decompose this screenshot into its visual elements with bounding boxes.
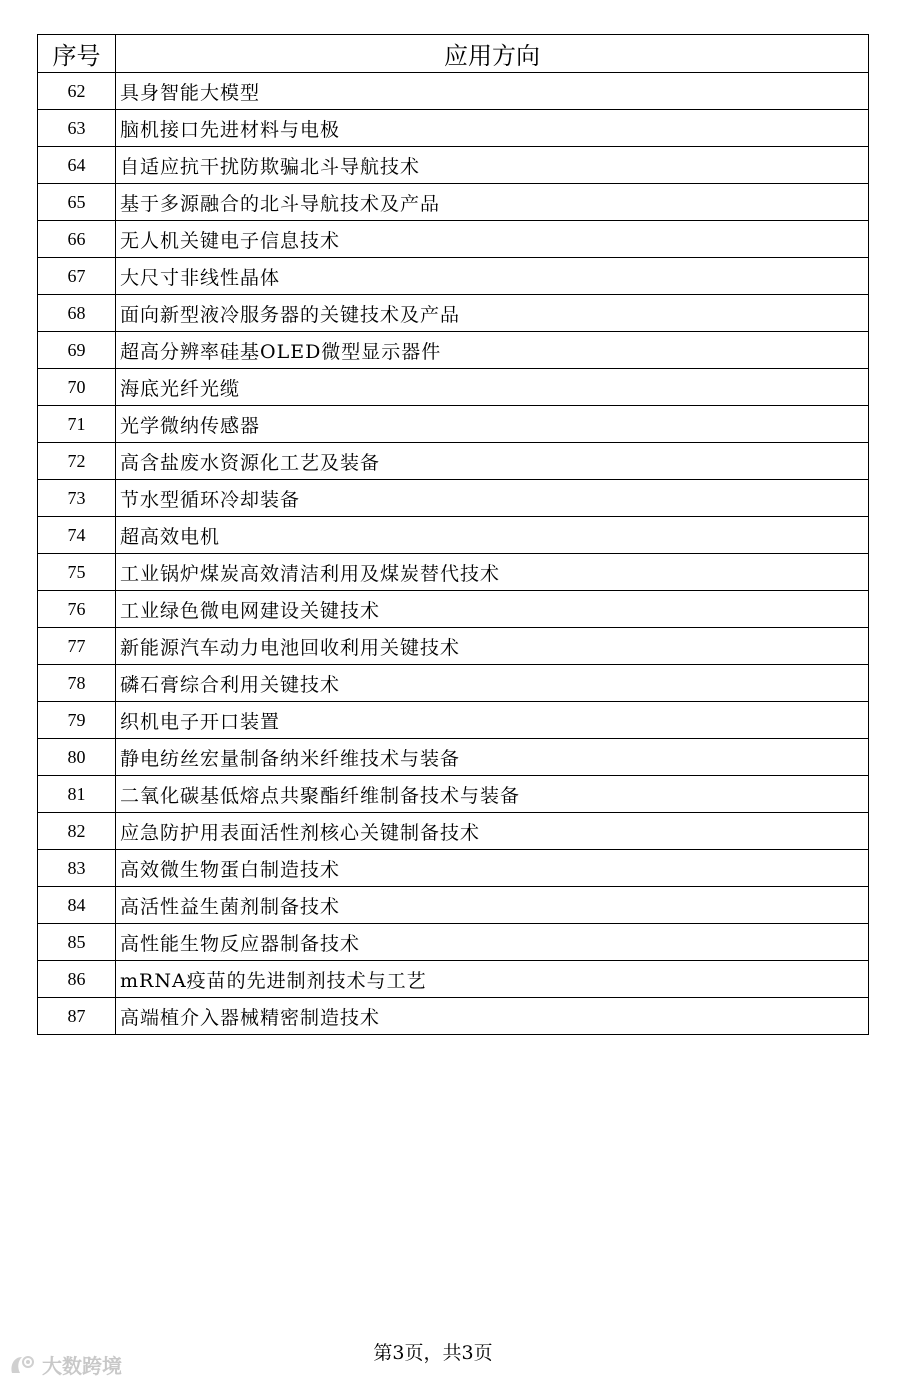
row-direction: 自适应抗干扰防欺骗北斗导航技术 bbox=[116, 147, 869, 184]
row-direction: 基于多源融合的北斗导航技术及产品 bbox=[116, 184, 869, 221]
row-number: 84 bbox=[38, 887, 116, 924]
table-row bbox=[38, 110, 869, 147]
table-row bbox=[38, 813, 869, 850]
table-row bbox=[38, 221, 869, 258]
table-row bbox=[38, 702, 869, 739]
row-number: 76 bbox=[38, 591, 116, 628]
row-direction: mRNA疫苗的先进制剂技术与工艺 bbox=[116, 961, 869, 998]
row-number: 62 bbox=[38, 73, 116, 110]
row-direction: 静电纺丝宏量制备纳米纤维技术与装备 bbox=[116, 739, 869, 776]
row-direction: 面向新型液冷服务器的关键技术及产品 bbox=[116, 295, 869, 332]
table-row bbox=[38, 665, 869, 702]
row-number: 71 bbox=[38, 406, 116, 443]
table-row bbox=[38, 554, 869, 591]
watermark bbox=[8, 1350, 122, 1379]
table-row bbox=[38, 591, 869, 628]
table-body bbox=[38, 73, 869, 1035]
table-row bbox=[38, 776, 869, 813]
row-number: 81 bbox=[38, 776, 116, 813]
row-number: 63 bbox=[38, 110, 116, 147]
row-direction: 新能源汽车动力电池回收利用关键技术 bbox=[116, 628, 869, 665]
row-direction: 节水型循环冷却装备 bbox=[116, 480, 869, 517]
row-number: 82 bbox=[38, 813, 116, 850]
table-row bbox=[38, 258, 869, 295]
row-direction: 光学微纳传感器 bbox=[116, 406, 869, 443]
row-direction: 超高效电机 bbox=[116, 517, 869, 554]
table-row bbox=[38, 998, 869, 1035]
table-row bbox=[38, 73, 869, 110]
row-number: 78 bbox=[38, 665, 116, 702]
table-row bbox=[38, 739, 869, 776]
row-direction: 工业绿色微电网建设关键技术 bbox=[116, 591, 869, 628]
row-number: 65 bbox=[38, 184, 116, 221]
table-row bbox=[38, 961, 869, 998]
row-direction: 无人机关键电子信息技术 bbox=[116, 221, 869, 258]
row-direction: 高活性益生菌剂制备技术 bbox=[116, 887, 869, 924]
row-number: 66 bbox=[38, 221, 116, 258]
row-number: 86 bbox=[38, 961, 116, 998]
row-number: 73 bbox=[38, 480, 116, 517]
table-row bbox=[38, 628, 869, 665]
row-direction: 高含盐废水资源化工艺及装备 bbox=[116, 443, 869, 480]
row-number: 75 bbox=[38, 554, 116, 591]
table-header-row bbox=[38, 35, 869, 73]
table-row bbox=[38, 369, 869, 406]
row-number: 64 bbox=[38, 147, 116, 184]
watermark-text: 大数跨境 bbox=[42, 1354, 122, 1378]
row-number: 87 bbox=[38, 998, 116, 1035]
row-direction: 超高分辨率硅基OLED微型显示器件 bbox=[116, 332, 869, 369]
row-direction: 高性能生物反应器制备技术 bbox=[116, 924, 869, 961]
row-number: 79 bbox=[38, 702, 116, 739]
row-direction: 大尺寸非线性晶体 bbox=[116, 258, 869, 295]
table-row bbox=[38, 887, 869, 924]
row-number: 68 bbox=[38, 295, 116, 332]
row-direction: 具身智能大模型 bbox=[116, 73, 869, 110]
row-number: 83 bbox=[38, 850, 116, 887]
row-direction: 工业锅炉煤炭高效清洁利用及煤炭替代技术 bbox=[116, 554, 869, 591]
table-row bbox=[38, 295, 869, 332]
row-number: 74 bbox=[38, 517, 116, 554]
row-number: 80 bbox=[38, 739, 116, 776]
row-direction: 磷石膏综合利用关键技术 bbox=[116, 665, 869, 702]
application-direction-table bbox=[37, 34, 869, 1035]
row-number: 77 bbox=[38, 628, 116, 665]
table-row bbox=[38, 406, 869, 443]
row-direction: 高效微生物蛋白制造技术 bbox=[116, 850, 869, 887]
row-direction: 二氧化碳基低熔点共聚酯纤维制备技术与装备 bbox=[116, 776, 869, 813]
row-number: 69 bbox=[38, 332, 116, 369]
row-direction: 高端植介入器械精密制造技术 bbox=[116, 998, 869, 1035]
row-number: 85 bbox=[38, 924, 116, 961]
header-direction: 应用方向 bbox=[116, 35, 869, 73]
table-row bbox=[38, 147, 869, 184]
row-direction: 海底光纤光缆 bbox=[116, 369, 869, 406]
row-number: 67 bbox=[38, 258, 116, 295]
row-direction: 脑机接口先进材料与电极 bbox=[116, 110, 869, 147]
table-row bbox=[38, 443, 869, 480]
table-row bbox=[38, 850, 869, 887]
row-number: 70 bbox=[38, 369, 116, 406]
table-row bbox=[38, 332, 869, 369]
table-row bbox=[38, 924, 869, 961]
table-row bbox=[38, 184, 869, 221]
brand-logo-icon bbox=[8, 1353, 38, 1377]
row-direction: 应急防护用表面活性剂核心关键制备技术 bbox=[116, 813, 869, 850]
row-direction: 织机电子开口装置 bbox=[116, 702, 869, 739]
page-number-footer: 第3页，共3页 bbox=[373, 1342, 493, 1364]
table-row bbox=[38, 480, 869, 517]
row-number: 72 bbox=[38, 443, 116, 480]
header-number: 序号 bbox=[38, 35, 116, 73]
table-row bbox=[38, 517, 869, 554]
